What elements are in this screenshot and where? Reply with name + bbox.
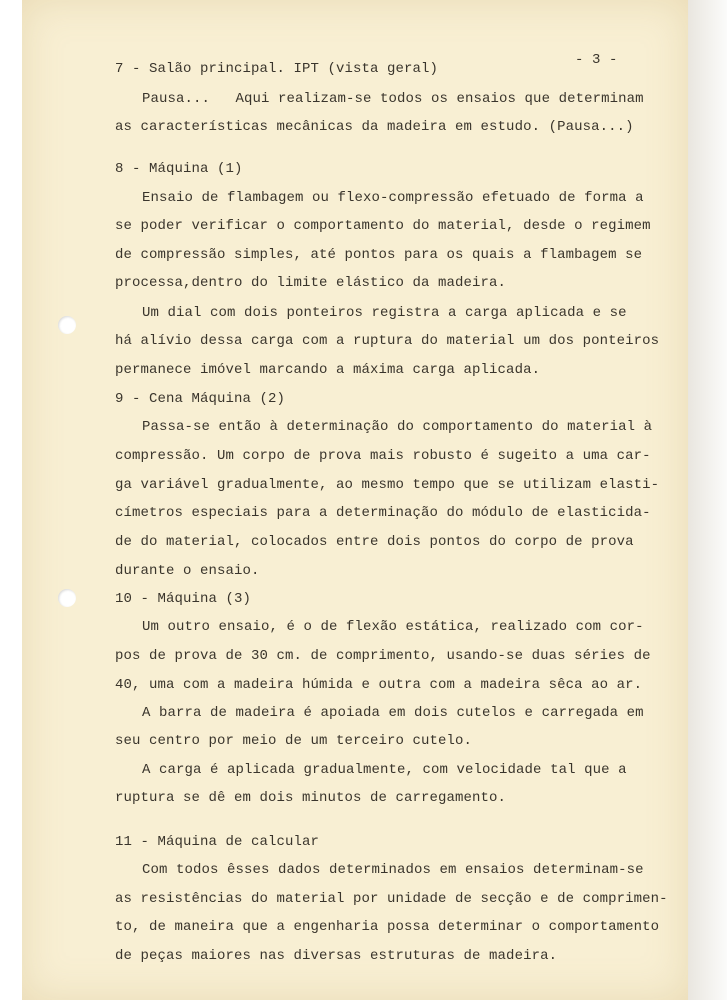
- text-line: compressão. Um corpo de prova mais robusto é sugeito a uma car-: [115, 448, 651, 464]
- section-heading: 9 - Cena Máquina (2): [115, 391, 286, 407]
- section-heading: 7 - Salão principal. IPT (vista geral): [115, 61, 439, 77]
- text-line: A barra de madeira é apoiada em dois cutelos e carregada em: [142, 705, 644, 721]
- text-line: de do material, colocados entre dois pontos do corpo de prova: [115, 534, 634, 550]
- text-line: Um dial com dois ponteiros registra a carga aplicada e se: [142, 305, 627, 321]
- text-line: as características mecânicas da madeira em estudo. (Pausa...): [115, 119, 634, 135]
- section-heading: 10 - Máquina (3): [115, 591, 252, 607]
- text-line: Passa-se então à determinação do comportamento do material à: [142, 419, 653, 435]
- section-heading: 11 - Máquina de calcular: [115, 834, 320, 850]
- punch-hole: [58, 589, 76, 607]
- text-line: de peças maiores nas diversas estruturas de madeira.: [115, 948, 558, 964]
- text-line: 40, uma com a madeira húmida e outra com a madeira sêca ao ar.: [115, 677, 643, 693]
- text-line: Pausa... Aqui realizam-se todos os ensaios que determinam: [142, 91, 644, 107]
- punch-hole: [58, 316, 76, 334]
- text-line: A carga é aplicada gradualmente, com velocidade tal que a: [142, 762, 627, 778]
- page-edge: [688, 0, 727, 1000]
- text-line: há alívio dessa carga com a ruptura do material um dos ponteiros: [115, 333, 660, 349]
- text-line: ruptura se dê em dois minutos de carregamento.: [115, 790, 507, 806]
- text-line: to, de maneira que a engenharia possa determinar o comportamento: [115, 919, 660, 935]
- text-line: permanece imóvel marcando a máxima carga aplicada.: [115, 362, 541, 378]
- text-line: Um outro ensaio, é o de flexão estática, realizado com cor-: [142, 619, 644, 635]
- text-line: seu centro por meio de um terceiro cutelo.: [115, 733, 473, 749]
- text-line: as resistências do material por unidade de secção e de comprimen-: [115, 891, 668, 907]
- text-line: ga variável gradualmente, ao mesmo tempo que se utilizam elasti-: [115, 477, 660, 493]
- section-heading: 8 - Máquina (1): [115, 161, 243, 177]
- text-line: se poder verificar o comportamento do material, desde o regimem: [115, 218, 651, 234]
- text-line: Com todos êsses dados determinados em ensaios determinam-se: [142, 862, 644, 878]
- text-line: Ensaio de flambagem ou flexo-compressão efetuado de forma a: [142, 190, 644, 206]
- text-line: címetros especiais para a determinação do módulo de elasticida-: [115, 505, 651, 521]
- text-line: pos de prova de 30 cm. de comprimento, usando-se duas séries de: [115, 648, 651, 664]
- page-number: - 3 -: [575, 52, 618, 68]
- text-line: durante o ensaio.: [115, 563, 260, 579]
- text-line: de compressão simples, até pontos para os quais a flambagem se: [115, 247, 643, 263]
- text-line: processa,dentro do limite elástico da madeira.: [115, 275, 507, 291]
